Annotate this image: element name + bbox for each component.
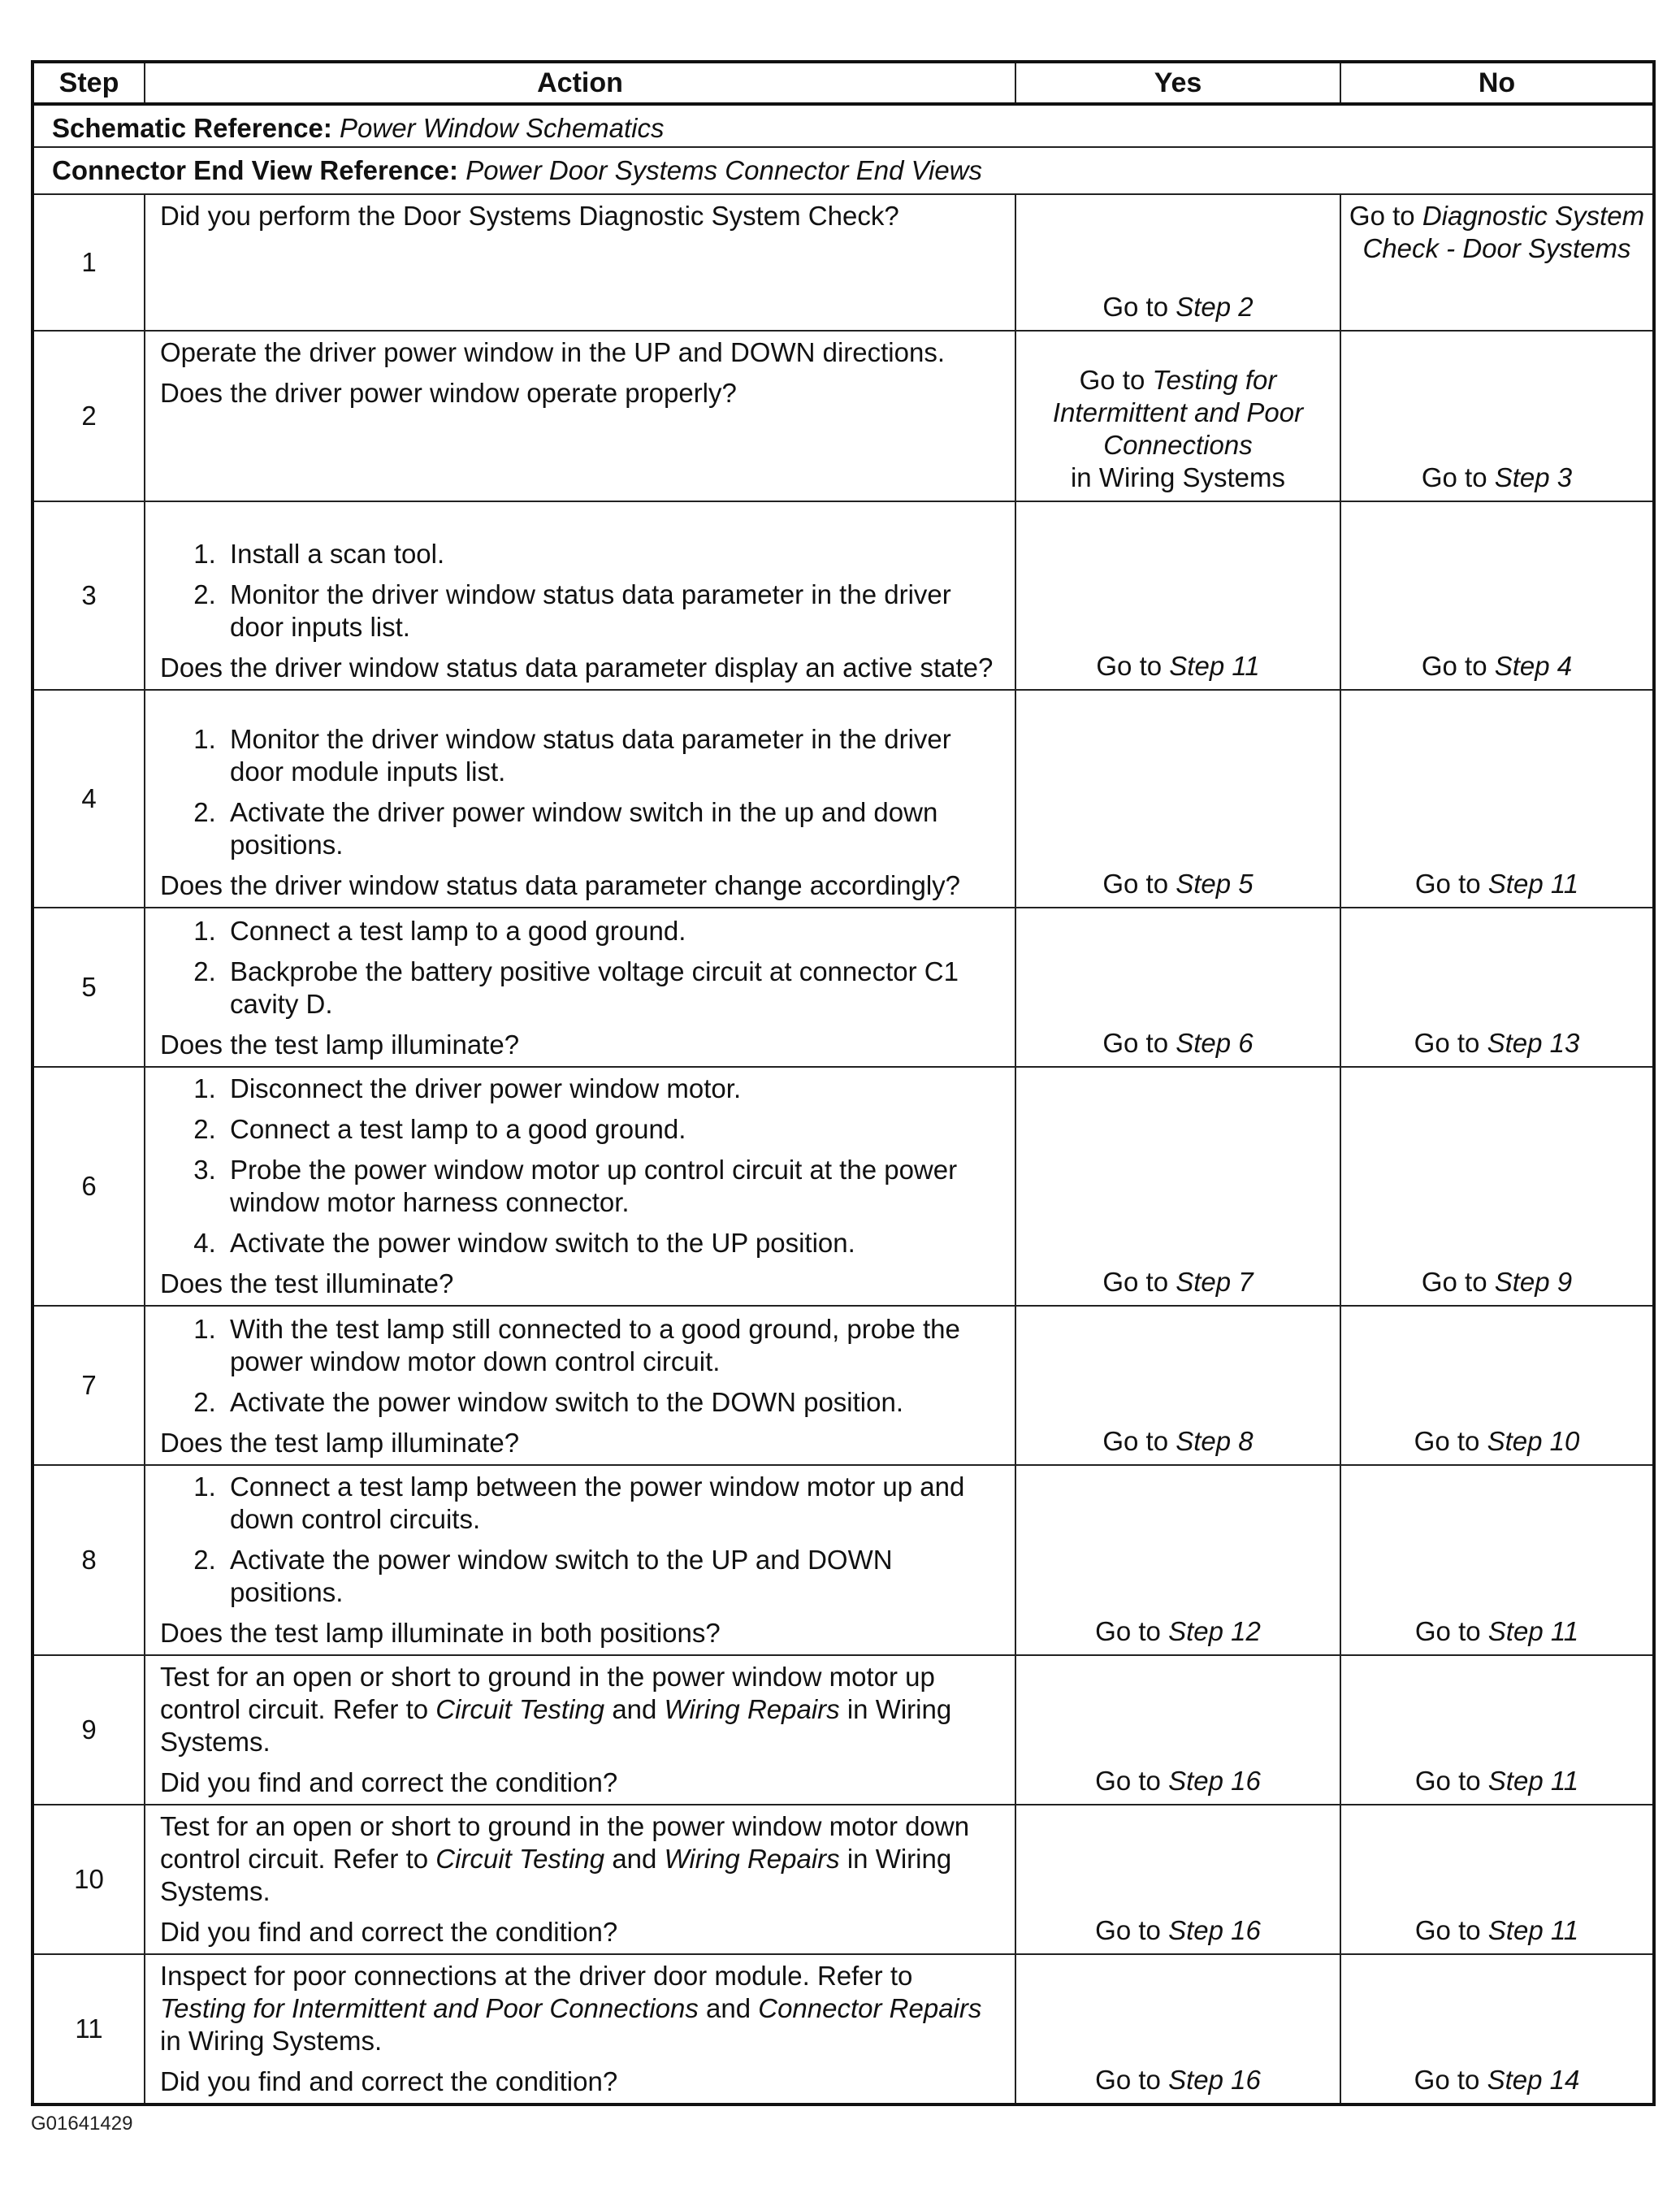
schematic-reference-label: Schematic Reference: (52, 113, 332, 143)
diagnostic-document (31, 60, 1652, 2106)
no-prefix: Go to (1414, 1426, 1487, 1456)
no-cell (1340, 1805, 1654, 1954)
no-link[interactable]: Step 9 (1494, 1267, 1573, 1297)
step-number: 1 (32, 194, 145, 331)
no-cell (1340, 1655, 1654, 1805)
step-row-3 (32, 501, 1654, 690)
step-number: 7 (32, 1306, 145, 1465)
yes-prefix: Go to (1102, 1426, 1176, 1456)
no-cell (1340, 1067, 1654, 1306)
no-prefix: Go to (1421, 1267, 1495, 1297)
sub-step: 1. Connect a test lamp between the power window motor up and down control circuits. (223, 1471, 1003, 1536)
circuit-testing-link[interactable]: Circuit Testing (435, 1694, 605, 1724)
sub-step: 2. Backprobe the battery positive voltage circuit at connector C1 cavity D. (223, 956, 1003, 1021)
no-cell (1340, 331, 1654, 501)
sub-step: 1. Install a scan tool. (223, 538, 1003, 570)
step-row-5 (32, 908, 1654, 1067)
yes-link[interactable]: Step 12 (1168, 1616, 1261, 1646)
step-question: Does the test lamp illuminate in both positions? (160, 1618, 721, 1648)
instruction-text: and (698, 1993, 759, 2023)
step-number: 5 (32, 908, 145, 1067)
no-link[interactable]: Step 14 (1487, 2065, 1580, 2095)
sub-step-list (160, 1471, 1003, 1609)
yes-cell (1015, 1805, 1340, 1954)
step-question: Does the test illuminate? (160, 1268, 454, 1298)
step-instruction (160, 1960, 1003, 2057)
connector-reference (32, 147, 1654, 194)
no-link[interactable]: Diagnostic System Check - Door Systems (1362, 201, 1645, 263)
step-number: 8 (32, 1465, 145, 1655)
step-action (145, 1655, 1015, 1805)
figure-id: G01641429 (31, 2113, 133, 2135)
instruction-text: in Wiring Systems. (160, 1694, 952, 1757)
no-prefix: Go to (1421, 651, 1495, 681)
yes-link[interactable]: Step 16 (1168, 1915, 1261, 1945)
no-prefix: Go to (1414, 869, 1488, 899)
sub-step: 2. Connect a test lamp to a good ground. (223, 1113, 1003, 1146)
yes-cell (1015, 1306, 1340, 1465)
step-action (145, 690, 1015, 908)
sub-step-list (160, 1073, 1003, 1259)
yes-prefix: Go to (1095, 1766, 1169, 1796)
no-cell (1340, 1465, 1654, 1655)
no-prefix: Go to (1414, 1028, 1487, 1058)
sub-step: 4. Activate the power window switch to the UP position. (223, 1227, 1003, 1259)
instruction-text: Test for an open or short to ground in the power window motor down control circuit. Refer to (160, 1811, 970, 1874)
no-link[interactable]: Step 4 (1494, 651, 1573, 681)
sub-step: 1. Connect a test lamp to a good ground. (223, 915, 1003, 947)
step-row-7 (32, 1306, 1654, 1465)
no-link[interactable]: Step 3 (1494, 462, 1573, 492)
sub-step-list (160, 723, 1003, 861)
step-instruction (160, 1810, 1003, 1908)
connector-reference-row (32, 147, 1654, 194)
header-step: Step (32, 62, 145, 104)
no-cell (1340, 908, 1654, 1067)
step-action (145, 331, 1015, 501)
no-prefix: Go to (1414, 2065, 1487, 2095)
no-link[interactable]: Step 11 (1487, 1915, 1579, 1945)
yes-prefix: Go to (1102, 869, 1176, 899)
no-prefix: Go to (1349, 201, 1422, 231)
no-prefix: Go to (1414, 1766, 1488, 1796)
step-action (145, 1805, 1015, 1954)
step-row-2 (32, 331, 1654, 501)
step-row-8 (32, 1465, 1654, 1655)
instruction-text: in Wiring Systems. (160, 1844, 952, 1906)
header-yes: Yes (1015, 62, 1340, 104)
step-number: 6 (32, 1067, 145, 1306)
yes-prefix: Go to (1102, 1028, 1176, 1058)
no-cell (1340, 194, 1654, 331)
step-number: 3 (32, 501, 145, 690)
no-link[interactable]: Step 11 (1487, 869, 1579, 899)
yes-link[interactable]: Step 2 (1176, 292, 1254, 322)
step-action (145, 908, 1015, 1067)
wiring-repairs-link[interactable]: Wiring Repairs (664, 1844, 840, 1874)
step-action (145, 1067, 1015, 1306)
yes-prefix: Go to (1095, 1915, 1169, 1945)
step-action (145, 194, 1015, 331)
step-number: 9 (32, 1655, 145, 1805)
diagnostic-table (31, 60, 1656, 2106)
yes-prefix: Go to (1096, 651, 1170, 681)
step-row-11 (32, 1954, 1654, 2104)
schematic-reference (32, 104, 1654, 147)
step-question: Did you find and correct the condition? (160, 1917, 618, 1947)
instruction-text: Inspect for poor connections at the driver door module. Refer to (160, 1961, 913, 1991)
yes-cell (1015, 1655, 1340, 1805)
step-question: Did you find and correct the condition? (160, 2066, 618, 2096)
yes-cell (1015, 1954, 1340, 2104)
step-row-1 (32, 194, 1654, 331)
header-no: No (1340, 62, 1654, 104)
no-cell (1340, 690, 1654, 908)
no-link[interactable]: Step 10 (1487, 1426, 1580, 1456)
sub-step: 2. Monitor the driver window status data parameter in the driver door inputs list. (223, 579, 1003, 644)
no-prefix: Go to (1414, 1915, 1488, 1945)
no-prefix: Go to (1414, 1616, 1488, 1646)
sub-step-list (160, 915, 1003, 1021)
yes-link[interactable]: Step 5 (1176, 869, 1254, 899)
no-link[interactable]: Step 13 (1487, 1028, 1580, 1058)
step-question: Does the driver window status data parameter change accordingly? (160, 870, 961, 900)
no-cell (1340, 501, 1654, 690)
schematic-reference-row (32, 104, 1654, 147)
step-row-10 (32, 1805, 1654, 1954)
step-instruction: Operate the driver power window in the UP and DOWN directions. (160, 337, 945, 367)
yes-suffix: in Wiring Systems (1070, 462, 1286, 492)
sub-step: 2. Activate the power window switch to the DOWN position. (223, 1386, 1003, 1419)
step-action (145, 1306, 1015, 1465)
yes-cell (1015, 501, 1340, 690)
connector-reference-label: Connector End View Reference: (52, 155, 459, 185)
yes-link[interactable]: Step 11 (1169, 651, 1260, 681)
yes-link[interactable]: Testing for Intermittent and Poor Connections (1052, 365, 1304, 460)
step-question: Does the driver window status data parameter display an active state? (160, 652, 994, 683)
yes-prefix: Go to (1095, 2065, 1169, 2095)
no-link[interactable]: Step 11 (1487, 1616, 1579, 1646)
sub-step: 1. With the test lamp still connected to a good ground, probe the power window motor down control circuit. (223, 1313, 1003, 1378)
yes-cell (1015, 690, 1340, 908)
step-number: 11 (32, 1954, 145, 2104)
yes-cell (1015, 1067, 1340, 1306)
step-question: Did you perform the Door Systems Diagnostic System Check? (160, 201, 899, 231)
yes-link[interactable]: Step 16 (1168, 1766, 1261, 1796)
step-row-9 (32, 1655, 1654, 1805)
wiring-repairs-link[interactable]: Wiring Repairs (664, 1694, 840, 1724)
circuit-testing-link[interactable]: Circuit Testing (435, 1844, 605, 1874)
yes-link[interactable]: Step 7 (1176, 1267, 1254, 1297)
step-number: 2 (32, 331, 145, 501)
yes-cell (1015, 194, 1340, 331)
step-row-6 (32, 1067, 1654, 1306)
yes-link[interactable]: Step 8 (1176, 1426, 1254, 1456)
yes-cell (1015, 331, 1340, 501)
step-number: 4 (32, 690, 145, 908)
no-prefix: Go to (1421, 462, 1495, 492)
header-row (32, 62, 1654, 104)
sub-step-list (160, 1313, 1003, 1419)
testing-intermittent-link[interactable]: Testing for Intermittent and Poor Connections (160, 1993, 699, 2023)
step-question: Does the test lamp illuminate? (160, 1428, 520, 1458)
sub-step: 2. Activate the driver power window switch in the up and down positions. (223, 796, 1003, 861)
sub-step: 3. Probe the power window motor up control circuit at the power window motor harness connector. (223, 1154, 1003, 1219)
sub-step: 1. Disconnect the driver power window motor. (223, 1073, 1003, 1105)
connector-reference-link[interactable]: Power Door Systems Connector End Views (465, 155, 983, 185)
yes-prefix: Go to (1102, 1267, 1176, 1297)
instruction-text: in Wiring Systems. (160, 2026, 383, 2056)
step-question: Does the driver power window operate properly? (160, 378, 737, 408)
sub-step: 1. Monitor the driver window status data parameter in the driver door module inputs list. (223, 723, 1003, 788)
instruction-text: and (604, 1844, 665, 1874)
step-question: Did you find and correct the condition? (160, 1767, 618, 1797)
yes-prefix: Go to (1079, 365, 1153, 395)
sub-step-list (160, 538, 1003, 644)
yes-link[interactable]: Step 6 (1176, 1028, 1254, 1058)
step-action (145, 501, 1015, 690)
no-cell (1340, 1306, 1654, 1465)
step-row-4 (32, 690, 1654, 908)
step-number: 10 (32, 1805, 145, 1954)
yes-cell (1015, 908, 1340, 1067)
no-cell (1340, 1954, 1654, 2104)
yes-prefix: Go to (1102, 292, 1176, 322)
yes-link[interactable]: Step 16 (1168, 2065, 1261, 2095)
step-question: Does the test lamp illuminate? (160, 1029, 520, 1060)
instruction-text: and (604, 1694, 665, 1724)
step-action (145, 1954, 1015, 2104)
instruction-text: Test for an open or short to ground in the power window motor up control circuit. Refer to (160, 1662, 935, 1724)
connector-repairs-link[interactable]: Connector Repairs (758, 1993, 982, 2023)
header-action: Action (145, 62, 1015, 104)
yes-cell (1015, 1465, 1340, 1655)
step-action (145, 1465, 1015, 1655)
schematic-reference-link[interactable]: Power Window Schematics (340, 113, 665, 143)
sub-step: 2. Activate the power window switch to the UP and DOWN positions. (223, 1544, 1003, 1609)
step-instruction (160, 1661, 1003, 1758)
no-link[interactable]: Step 11 (1487, 1766, 1579, 1796)
yes-prefix: Go to (1095, 1616, 1169, 1646)
